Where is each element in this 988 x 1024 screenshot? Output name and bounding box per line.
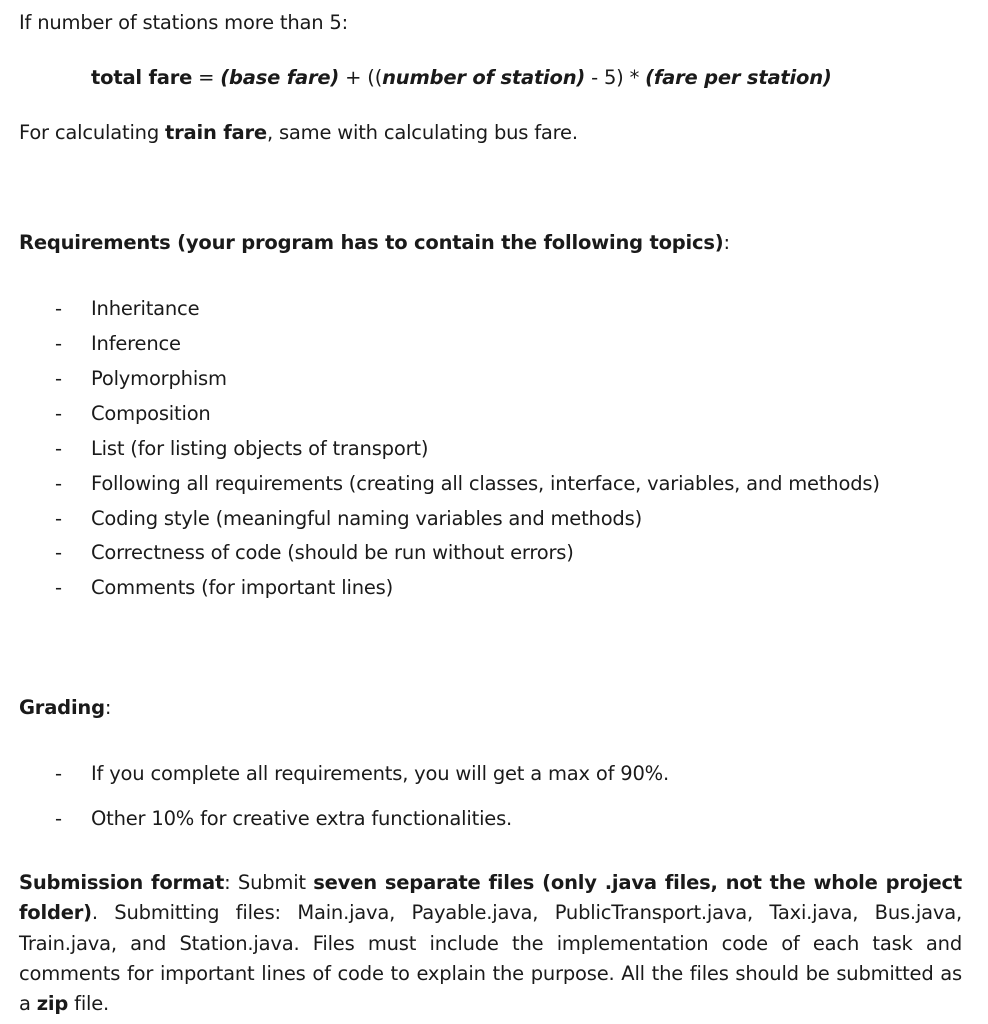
condition-line [19,11,348,35]
bullet-dash: - [55,807,62,830]
condition-text: If number of stations more than 5: [19,11,348,34]
list-item: Following all requirements (creating all classes, interface, variables, and methods) [91,472,880,495]
submission-bold-files: seven separate files (only .java files, not the whole project folder) [19,871,962,925]
bullet-dash: - [55,762,62,785]
formula-minus5: - 5) * [585,66,646,89]
bullet-dash: - [55,472,62,495]
formula-plus: + (( [339,66,383,89]
bullet-dash: - [55,541,62,564]
formula-eq: = [192,66,221,89]
list-item: Polymorphism [91,367,227,390]
submission-colon: : Submit [224,871,314,894]
train-post: , same with calculating bus fare. [266,121,578,144]
list-item: Comments (for important lines) [91,576,394,599]
train-bold: train fare [165,121,267,144]
bullet-dash: - [55,576,62,599]
formula-base: (base fare) [220,66,340,89]
submission-body: . Submitting files: Main.java, Payable.java, PublicTransport.java, Taxi.java, Bus.java, Train.java, and Station.java. Files must include the implementation code of each task and comments for important lines of code to explain the purpose. All the files should be submitted as a [19,901,962,1016]
bullet-dash: - [55,297,62,320]
train-pre: For calculating [19,121,166,144]
bullet-dash: - [55,402,62,425]
list-item: Inheritance [91,297,200,320]
requirements-colon: : [723,231,730,254]
submission-end: file. [68,992,110,1016]
bullet-dash: - [55,437,62,460]
formula-per: (fare per station) [645,66,832,89]
train-fare-line [19,121,578,145]
submission-paragraph [19,868,962,1019]
bullet-dash: - [55,332,62,355]
formula-num: number of station) [382,66,586,89]
formula-lhs: total fare [91,66,193,89]
submission-label: Submission format [19,871,225,894]
list-item: List (for listing objects of transport) [91,437,429,460]
grading-heading [19,696,111,720]
list-item: Other 10% for creative extra functionalities. [91,807,513,830]
submission-zip: zip [36,992,69,1016]
list-item: Coding style (meaningful naming variables and methods) [91,507,642,530]
grading-heading-text: Grading [19,696,105,719]
grading-colon: : [104,696,112,719]
requirements-heading-text: Requirements (your program has to contain the following topics) [19,231,724,254]
list-item: Inference [91,332,181,355]
formula-line [91,66,832,90]
bullet-dash: - [55,367,62,390]
list-item: Composition [91,402,211,425]
requirements-heading [19,231,730,255]
bullet-dash: - [55,507,62,530]
list-item: Correctness of code (should be run without errors) [91,541,574,564]
list-item: If you complete all requirements, you will get a max of 90%. [91,762,669,785]
